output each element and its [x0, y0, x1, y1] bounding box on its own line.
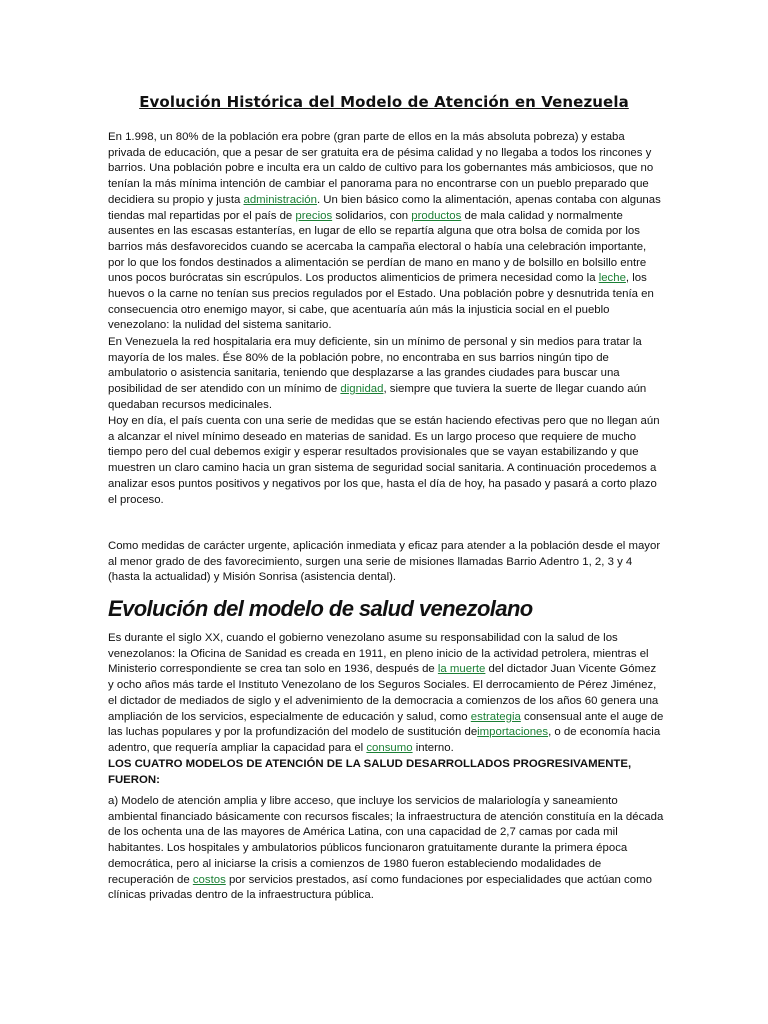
- section-heading: Evolución del modelo de salud venezolano: [108, 596, 533, 621]
- text-span: , los huevos o la carne no tenían sus precios regulados por el Estado. Una población pobre y desnutrida tenía en consecuencia otro enemigo mayor, si cabe, que acentuaría aún más la injusticia social en el pueblo venezolano: la nulidad del sistema sanitario.: [108, 272, 654, 332]
- paragraph-hospital-network: [108, 335, 664, 414]
- models-subheading: LOS CUATRO MODELOS DE ATENCIÓN DE LA SALUD DESARROLLADOS PROGRESIVAMENTE, FUERON:: [108, 758, 632, 786]
- link-leche[interactable]: leche: [598, 272, 626, 285]
- paragraph-twentieth-century: [108, 631, 664, 757]
- link-productos[interactable]: productos: [411, 209, 462, 222]
- text-span: interno.: [412, 741, 454, 754]
- text-span: En Venezuela la red hospitalaria era muy deficiente, sin un mínimo de personal y sin medios para tratar la mayoría de los males. Ése 80% de la población pobre, no encontraba en sus barrios ningún tipo de ambulatorio o asistencia sanitaria, teniendo que desplazarse a las grandes ciudades para buscar una posibilidad de ser atendido con un mínimo de: [108, 336, 642, 396]
- link-estrategia[interactable]: estrategia: [470, 710, 521, 723]
- paragraph-text: Hoy en día, el país cuenta con una serie de medidas que se están haciendo efectivas pero que no llegan aún a alcanzar el nivel mínimo deseado en materias de sanidad. Es un largo proceso que requiere de mucho tiempo pero del cual debemos exigir y esperar resultados provisionales que se vayan estabilizando y que muestren un claro camino hacia un gran sistema de seguridad social sanitaria. A continuación procedemos a analizar esos puntos positivos y negativos por los que, hasta el día de hoy, ha pasado y pasará a corto plazo el proceso.: [108, 415, 660, 506]
- text-span: , o de economía hacia adentro, que requería ampliar la capacidad para el: [108, 726, 661, 754]
- text-span: En 1.998, un 80% de la población era pobre (gran parte de ellos en la más absoluta pobreza) y estaba privada de educación, que a pesar de ser gratuita era de pésima calidad y no llegaba a todos los rincones y barrios. Una población pobre e inculta era un caldo de cultivo para los gobernantes más ambiciosos, que no tenían la más mínima intención de cambiar el panorama para no encontrarse con un pueblo preparado que decidiera su propio y justa: [108, 131, 654, 206]
- paragraph-missions: [108, 539, 664, 586]
- paragraph-poverty: [108, 130, 664, 334]
- link-precios[interactable]: precios: [295, 209, 333, 222]
- text-span: , siempre que tuviera la suerte de llegar cuando aún quedaban recursos medicinales.: [108, 383, 647, 411]
- paragraph-today: [108, 414, 664, 508]
- text-span: por servicios prestados, así como fundaciones por especialidades que actúan como clínicas privadas dentro de la infraestructura pública.: [108, 873, 652, 902]
- link-costos[interactable]: costos: [192, 873, 226, 886]
- text-span: solidarios, con: [332, 209, 412, 222]
- link-la-muerte[interactable]: la muerte: [437, 663, 486, 676]
- text-span: consensual ante el auge de las luchas populares y por la profundización del modelo de sustitución de: [108, 710, 664, 739]
- link-administracion[interactable]: administración: [243, 193, 317, 206]
- text-span: a) Modelo de atención amplia y libre acceso, que incluye los servicios de malariología y saneamiento ambiental financiado básicamente con recursos fiscales; la infraestructura de atención constituía en la década de los ochenta una de las mayores de América Latina, con una capacidad de 2,7 camas por cada mil habitantes. Los hospitales y ambulatorios públicos funcionaron gratuitamente durante la primera época democrática, pero al iniciarse la crisis a comienzos de 1980 fueron estableciendo modalidades de recuperación de: [108, 795, 664, 886]
- document-title: Evolución Histórica del Modelo de Atención en Venezuela: [139, 93, 629, 111]
- paragraph-model-a: [108, 794, 664, 904]
- link-dignidad[interactable]: dignidad: [340, 383, 384, 396]
- link-importaciones[interactable]: importaciones: [477, 726, 549, 739]
- text-span: de mala calidad y normalmente ausentes en las escasas estanterías, en lugar de ello se repartía alguna que otra bolsa de comida por los barrios más desfavorecidos cuando se acercaba la campaña electoral o había una celebración importante, por lo que los fondos destinados a alimentación se perdían de mano en mano y de bolsillo en bolsillo entre unos pocos burócratas sin escrúpulos. Los productos alimenticios de primera necesidad como la: [108, 209, 647, 285]
- link-consumo[interactable]: consumo: [366, 741, 413, 754]
- text-span: del dictador Juan Vicente Gómez y ocho años más tarde el Instituto Venezolano de los Seguros Sociales. El derrocamiento de Pérez Jiménez, el dictador de mediados de siglo y el advenimiento de la democracia a comienzos de los años 60 genera una ampliación de los servicios, especialmente de educación y salud, como: [108, 663, 659, 723]
- text-span: . Un bien básico como la alimentación, apenas contaba con algunas tiendas mal repartidas por el país de: [108, 193, 661, 222]
- text-span: Es durante el siglo XX, cuando el gobierno venezolano asume su responsabilidad con la salud de los venezolanos: la Oficina de Sanidad es creada en 1911, en pleno inicio de la actividad petrolera, mientras el Ministerio correspondiente se crea tan solo en 1936, después de: [108, 632, 649, 676]
- paragraph-text: Como medidas de carácter urgente, aplicación inmediata y eficaz para atender a la población desde el mayor al menor grado de des favorecimiento, surgen una serie de misiones llamadas Barrio Adentro 1, 2, 3 y 4 (hasta la actualidad) y Misión Sonrisa (asistencia dental).: [108, 540, 661, 584]
